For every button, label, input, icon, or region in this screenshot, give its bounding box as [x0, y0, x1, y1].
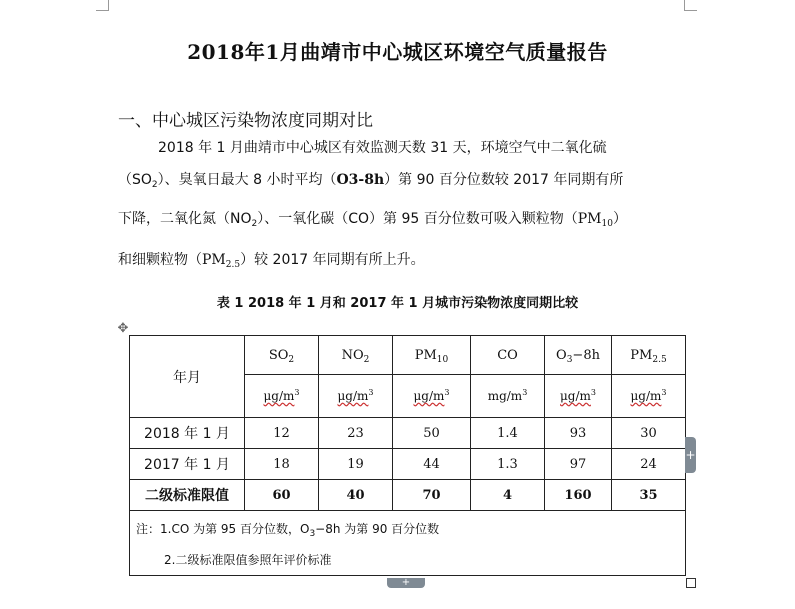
year-month-header: 年月	[130, 336, 245, 418]
table-cell: 60	[245, 480, 319, 511]
resize-icon[interactable]	[686, 578, 696, 588]
row-label: 2018 年 1 月	[130, 418, 245, 449]
unit-cell: $mg/m^3$	[471, 375, 545, 418]
note-line: 2.二级标准限值参照年评价标准	[164, 553, 332, 567]
table-header-row	[130, 336, 686, 375]
table-cell: 93	[545, 418, 612, 449]
table-cell: 97	[545, 449, 612, 480]
table-cell: 70	[393, 480, 471, 511]
paragraph-line: $(SO_2)$、臭氧日最大 8 小时平均（O3-8h）第 90 百分位数较 2017 年同期有所	[118, 172, 624, 190]
unit-cell: $\mu g/m^3$	[393, 375, 471, 418]
table-row	[130, 418, 686, 449]
pollutant-header: $PM_{2.5}$	[612, 336, 686, 375]
table-cell: 50	[393, 418, 471, 449]
table-cell: 23	[319, 418, 393, 449]
table-cell: 24	[612, 449, 686, 480]
table-cell: 4	[471, 480, 545, 511]
paragraph-line: 2018 年 1 月曲靖市中心城区有效监测天数 31 天，环境空气中二氧化硫	[158, 140, 607, 156]
paragraph-line: 下降，二氧化氮$(NO_2)$、一氧化碳（CO）第 95 百分位数可吸入颗粒物$(PM_{10})$	[118, 211, 627, 229]
pollutant-header: $O_3-8h$	[545, 336, 612, 375]
table-caption: 表 1 2018 年 1 月和 2017 年 1 月城市污染物浓度同期比较	[216, 296, 579, 311]
table-cell: 19	[319, 449, 393, 480]
add-column-plus-icon[interactable]: +	[685, 437, 696, 473]
table-cell: 1.3	[471, 449, 545, 480]
row-label: 二级标准限值	[130, 480, 245, 511]
unit-cell: $\mu g/m^3$	[612, 375, 686, 418]
pollutant-header: $PM_{10}$	[393, 336, 471, 375]
table-cell: 44	[393, 449, 471, 480]
table-cell: 18	[245, 449, 319, 480]
add-row-plus-icon[interactable]: +	[387, 578, 425, 588]
pollutant-header: $NO_2$	[319, 336, 393, 375]
table-cell: 30	[612, 418, 686, 449]
section-heading: 一、中心城区污染物浓度同期对比	[118, 111, 373, 131]
table-cell: 35	[612, 480, 686, 511]
table-cell: 40	[319, 480, 393, 511]
pollutant-table	[129, 335, 686, 576]
table-row	[130, 480, 686, 511]
unit-cell: $\mu g/m^3$	[545, 375, 612, 418]
table-cell: 160	[545, 480, 612, 511]
note-line: 注：1.CO 为第 95 百分位数，$O_3-8h$ 为第 90 百分位数	[136, 522, 440, 539]
margin-corner-mark	[684, 0, 697, 11]
table-cell: 1.4	[471, 418, 545, 449]
table-notes-row	[130, 511, 686, 576]
row-label: 2017 年 1 月	[130, 449, 245, 480]
table-cell: 12	[245, 418, 319, 449]
unit-cell: $\mu g/m^3$	[319, 375, 393, 418]
move-icon[interactable]: ✥	[117, 321, 129, 336]
table-row	[130, 449, 686, 480]
margin-corner-mark	[96, 0, 109, 11]
paragraph-line: 和细颗粒物$(PM_{2.5})$较 2017 年同期有所上升。	[118, 252, 425, 270]
table-notes	[130, 511, 686, 576]
unit-cell: $\mu g/m^3$	[245, 375, 319, 418]
pollutant-header: CO	[471, 336, 545, 375]
document-title: 2018年1月曲靖市中心城区环境空气质量报告	[187, 40, 608, 64]
pollutant-header: $SO_2$	[245, 336, 319, 375]
